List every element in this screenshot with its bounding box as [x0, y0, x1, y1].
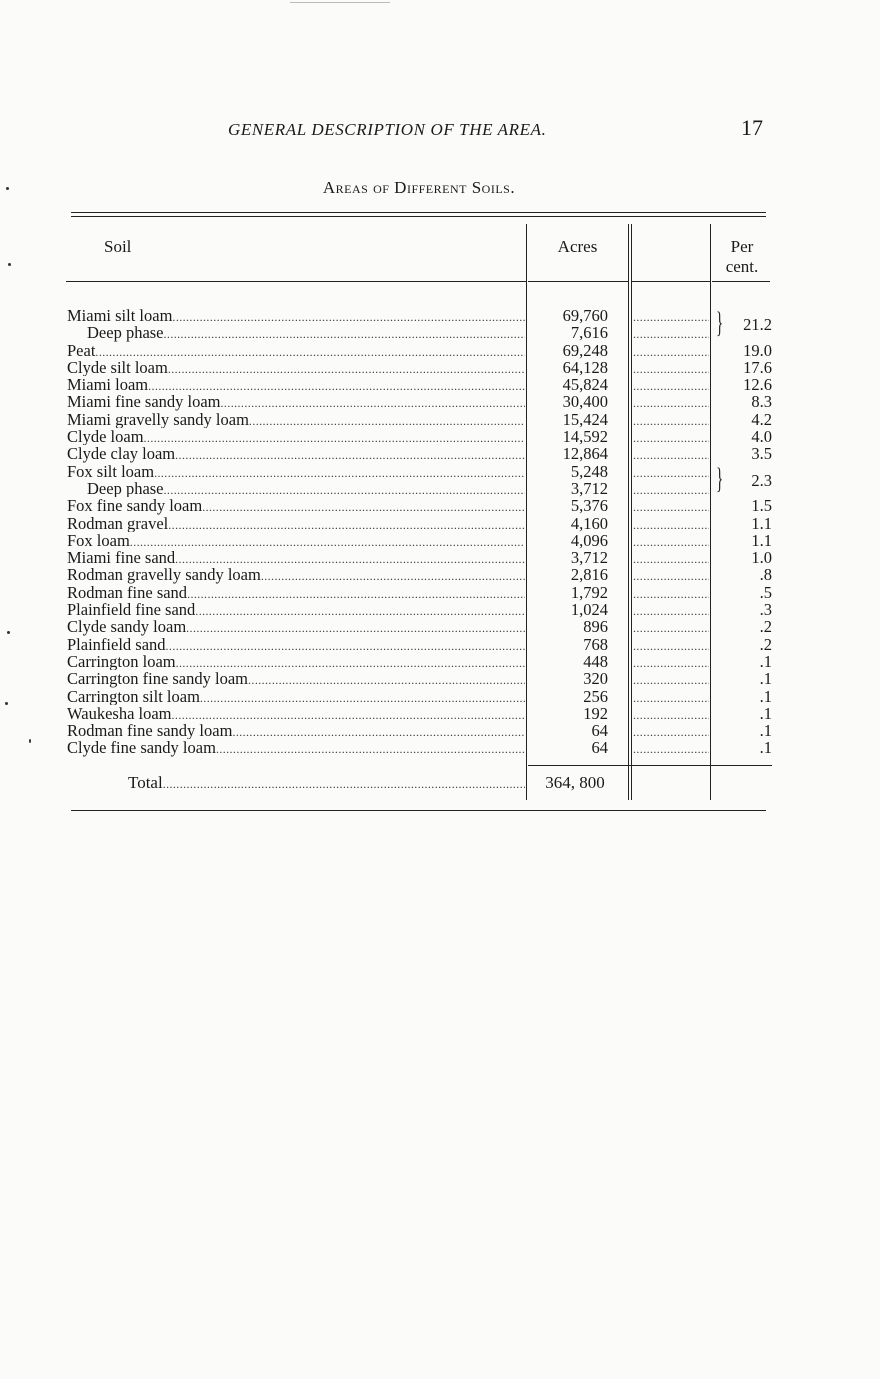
soil-name: Fox loam .....	[67, 532, 525, 549]
total-top-rule	[528, 765, 772, 766]
running-head: GENERAL DESCRIPTION OF THE AREA.	[228, 120, 547, 139]
header-percent	[712, 237, 772, 277]
table-row	[0, 653, 880, 670]
table-row	[0, 393, 880, 410]
percent-value: 1.5	[751, 496, 772, 516]
percent-value: 4.0	[751, 427, 772, 447]
blank-column	[633, 307, 709, 324]
table-title: Areas of Different Soils.	[322, 178, 516, 197]
table-row	[0, 705, 880, 722]
table-row	[0, 688, 880, 705]
acres-value: 4,096	[570, 530, 608, 550]
blank-column	[633, 705, 709, 722]
percent-value: 1.1	[751, 513, 772, 533]
percent-value: .2	[759, 617, 772, 637]
header-soil: Soil	[104, 237, 132, 256]
percent-value: 8.3	[751, 392, 772, 412]
blank-column	[633, 670, 709, 687]
acres-value: 192	[583, 703, 608, 723]
table-row	[0, 636, 880, 653]
acres-value: 64,128	[562, 357, 608, 377]
scan-speck	[29, 739, 31, 743]
soil-name: Rodman fine sand .....	[67, 584, 525, 601]
blank-column	[633, 739, 709, 756]
table-row	[0, 739, 880, 756]
percent-value: .1	[759, 721, 772, 741]
acres-value: 5,376	[570, 496, 608, 516]
header-percent-line1: Per	[730, 237, 754, 256]
table-row	[0, 515, 880, 532]
page-number: 17	[741, 115, 763, 140]
percent-value: .5	[759, 582, 772, 602]
acres-value: 1,024	[570, 600, 608, 620]
blank-column	[633, 428, 709, 445]
table-row	[0, 532, 880, 549]
braced-percent-fox-silt-loam: 2.3	[751, 471, 772, 490]
soil-name: Clyde sandy loam .....	[67, 618, 525, 635]
blank-column	[633, 515, 709, 532]
soil-name: Miami fine sand .....	[67, 549, 525, 566]
table-row	[0, 670, 880, 687]
table-top-rule	[71, 212, 766, 213]
acres-value: 45,824	[562, 375, 608, 395]
scan-speck	[8, 263, 11, 266]
blank-column	[633, 688, 709, 705]
acres-value: 320	[583, 669, 608, 689]
acres-value: 896	[583, 617, 608, 637]
soil-name: Deep phase .....	[87, 480, 525, 497]
total-label: Total .....	[128, 773, 525, 793]
soil-name: Carrington silt loam .....	[67, 688, 525, 705]
acres-value: 64	[591, 738, 608, 758]
acres-value: 2,816	[570, 565, 608, 585]
table-row	[0, 376, 880, 393]
acres-value: 12,864	[562, 444, 608, 464]
soil-name: Waukesha loam .....	[67, 705, 525, 722]
blank-column	[633, 376, 709, 393]
total-acres: 364, 800	[545, 773, 605, 792]
table-row	[0, 566, 880, 583]
percent-value: 4.2	[751, 409, 772, 429]
table-row	[0, 584, 880, 601]
acres-value: 1,792	[570, 582, 608, 602]
table-row	[0, 601, 880, 618]
percent-value: 12.6	[743, 375, 772, 395]
soil-name: Clyde loam .....	[67, 428, 525, 445]
header-bottom-rule-soil	[66, 281, 526, 282]
acres-value: 14,592	[562, 427, 608, 447]
table-row	[0, 618, 880, 635]
table-row	[0, 722, 880, 739]
percent-value: .1	[759, 738, 772, 758]
percent-value: .1	[759, 686, 772, 706]
table-row	[0, 497, 880, 514]
header-percent-line2: cent.	[725, 257, 759, 276]
blank-column	[633, 342, 709, 359]
acres-value: 64	[591, 721, 608, 741]
blank-column	[633, 549, 709, 566]
blank-column	[633, 618, 709, 635]
percent-value: 17.6	[743, 357, 772, 377]
brace-fox-silt-loam: }	[716, 462, 724, 495]
soil-name: Rodman gravelly sandy loam .....	[67, 566, 525, 583]
blank-column	[633, 653, 709, 670]
soil-name: Carrington loam .....	[67, 653, 525, 670]
percent-value: .1	[759, 669, 772, 689]
scan-mark-top	[290, 2, 390, 3]
soil-name: Rodman fine sandy loam .....	[67, 722, 525, 739]
blank-column	[633, 584, 709, 601]
percent-value: .1	[759, 651, 772, 671]
blank-column	[633, 497, 709, 514]
soil-table-body	[0, 307, 880, 757]
acres-value: 256	[583, 686, 608, 706]
blank-column	[633, 445, 709, 462]
table-row	[0, 342, 880, 359]
percent-value: 1.1	[751, 530, 772, 550]
soil-name: Miami fine sandy loam .....	[67, 393, 525, 410]
soil-name: Carrington fine sandy loam .....	[67, 670, 525, 687]
soil-name: Rodman gravel .....	[67, 515, 525, 532]
percent-value: .3	[759, 600, 772, 620]
acres-value: 5,248	[570, 461, 608, 481]
soil-name: Plainfield fine sand .....	[67, 601, 525, 618]
header-bottom-rule-acres	[528, 281, 628, 282]
soil-name: Fox silt loam .....	[67, 463, 525, 480]
blank-column	[633, 463, 709, 480]
soil-name: Clyde fine sandy loam .....	[67, 739, 525, 756]
table-row	[0, 359, 880, 376]
blank-column	[633, 480, 709, 497]
scan-speck	[6, 187, 9, 190]
blank-column	[633, 532, 709, 549]
blank-column	[633, 411, 709, 428]
acres-value: 15,424	[562, 409, 608, 429]
soil-name: Clyde silt loam .....	[67, 359, 525, 376]
header-bottom-rule-blank	[632, 281, 710, 282]
soil-name: Miami silt loam .....	[67, 307, 525, 324]
acres-value: 448	[583, 651, 608, 671]
percent-value: 19.0	[743, 340, 772, 360]
blank-column	[633, 324, 709, 341]
acres-value: 30,400	[562, 392, 608, 412]
table-row	[0, 549, 880, 566]
table-row	[0, 428, 880, 445]
acres-value: 69,760	[562, 306, 608, 325]
table-row	[0, 445, 880, 462]
blank-column	[633, 722, 709, 739]
table-bottom-rule	[71, 810, 766, 811]
blank-column	[633, 601, 709, 618]
percent-value: 3.5	[751, 444, 772, 464]
braced-percent-miami-silt-loam: 21.2	[743, 315, 772, 334]
table-top-rule-2	[71, 216, 766, 217]
header-bottom-rule-pct	[712, 281, 770, 282]
acres-value: 69,248	[562, 340, 608, 360]
percent-value: 1.0	[751, 548, 772, 568]
soil-name: Deep phase .....	[87, 324, 525, 341]
acres-value: 3,712	[570, 478, 608, 498]
acres-value: 4,160	[570, 513, 608, 533]
acres-value: 768	[583, 634, 608, 654]
header-acres: Acres	[557, 237, 598, 256]
brace-miami-silt-loam: }	[716, 306, 724, 339]
percent-value: .8	[759, 565, 772, 585]
soil-name: Miami loam .....	[67, 376, 525, 393]
acres-value: 3,712	[570, 548, 608, 568]
blank-column	[633, 566, 709, 583]
soil-name: Clyde clay loam .....	[67, 445, 525, 462]
soil-name: Peat .....	[67, 342, 525, 359]
table-row	[0, 411, 880, 428]
percent-value: .1	[759, 703, 772, 723]
blank-column	[633, 393, 709, 410]
soil-name: Plainfield sand .....	[67, 636, 525, 653]
percent-value: .2	[759, 634, 772, 654]
blank-column	[633, 359, 709, 376]
scan-speck	[5, 702, 8, 705]
acres-value: 7,616	[570, 323, 608, 343]
soil-name: Fox fine sandy loam .....	[67, 497, 525, 514]
blank-column	[633, 636, 709, 653]
scan-speck	[7, 631, 10, 634]
soil-name: Miami gravelly sandy loam .....	[67, 411, 525, 428]
